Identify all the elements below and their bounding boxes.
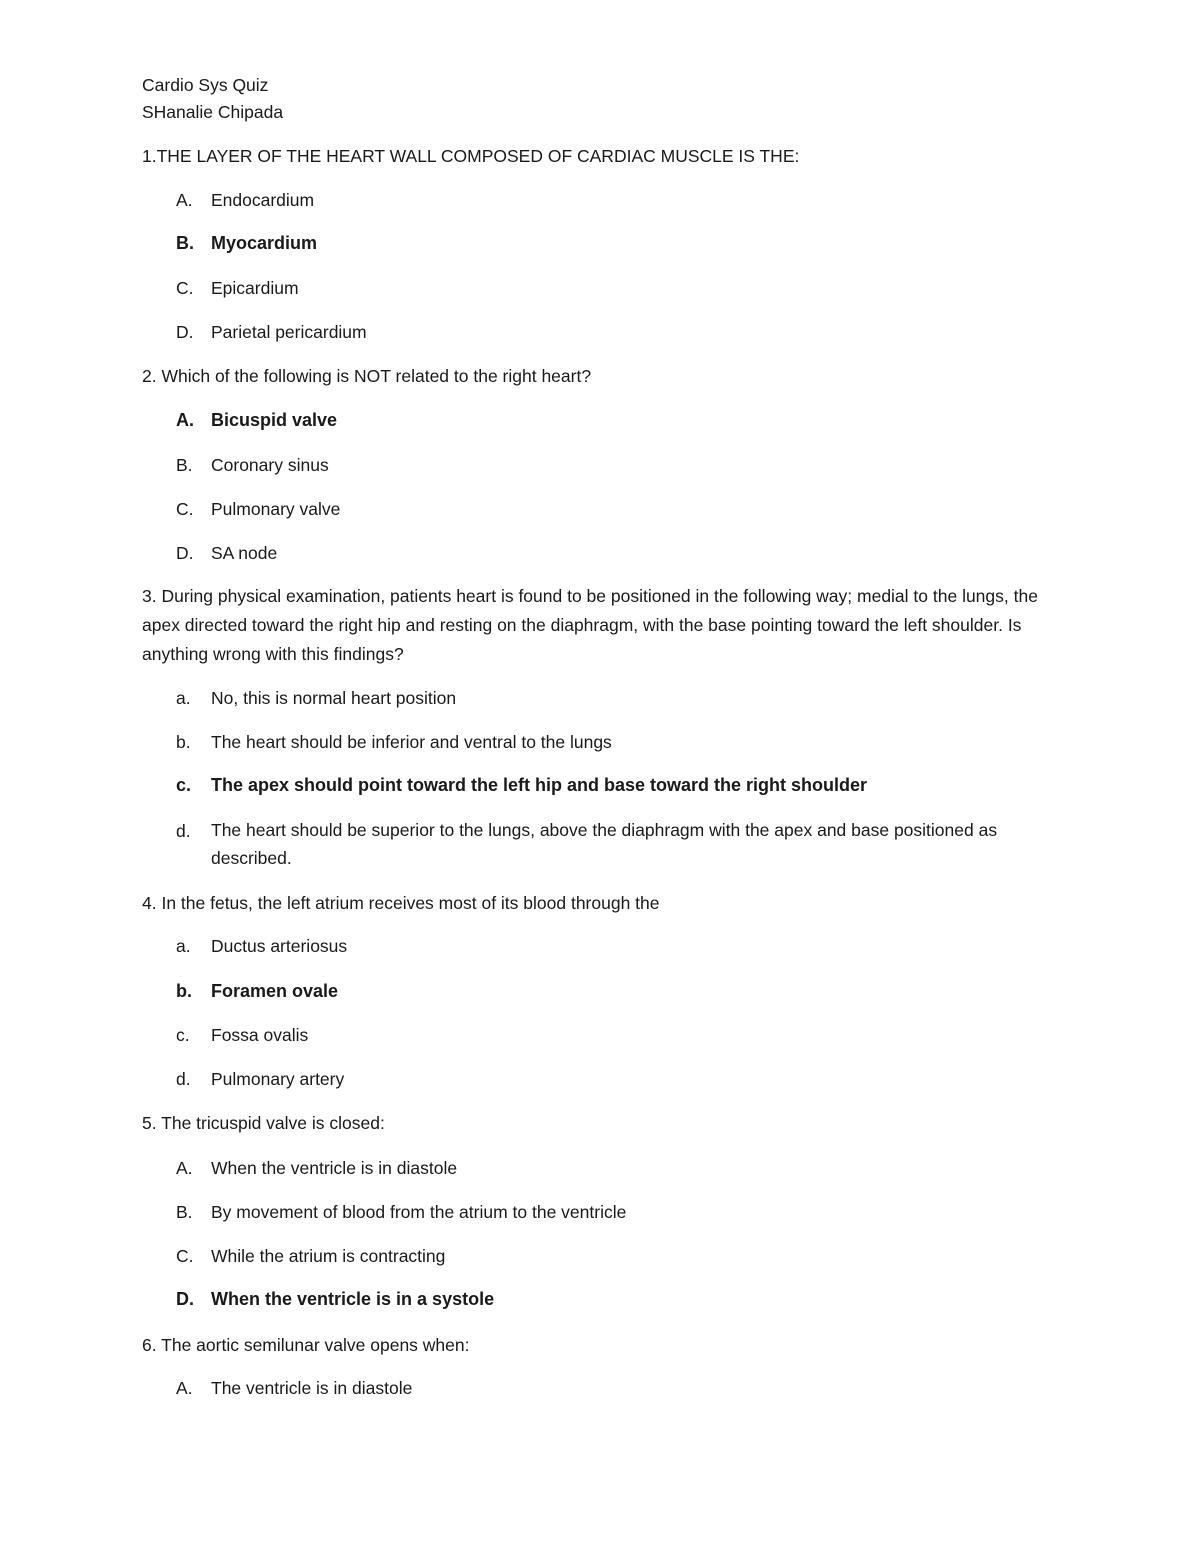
option-text-correct: The apex should point toward the left hip and base toward the right shoulder (211, 775, 868, 795)
option-letter-correct: D. (176, 1289, 194, 1309)
option-letter-correct: B. (176, 233, 194, 253)
option-text: When the ventricle is in diastole (211, 1158, 458, 1178)
option-letter: d. (176, 1069, 191, 1089)
option-text: Pulmonary valve (211, 499, 341, 519)
option-text-correct: Foramen ovale (211, 981, 339, 1001)
option-letter: D. (176, 322, 194, 342)
question-1-prompt: 1.THE LAYER OF THE HEART WALL COMPOSED OF CARDIAC MUSCLE IS THE: (142, 146, 800, 166)
question-4-prompt: 4. In the fetus, the left atrium receives most of its blood through the (142, 893, 660, 913)
author-name: SHanalie Chipada (142, 102, 284, 122)
option-letter: B. (176, 1202, 193, 1222)
option-text: By movement of blood from the atrium to the ventricle (211, 1202, 627, 1222)
option-letter-correct: b. (176, 981, 192, 1001)
question-3-prompt: 3. During physical examination, patients heart is found to be positioned in the following way; medial to the lungs, the apex directed toward the right hip and resting on the diaphragm, with the base pointing toward the left shoulder. Is anything wrong with this findings? (142, 586, 1038, 664)
option-text: Parietal pericardium (211, 322, 367, 342)
option-letter: C. (176, 1246, 194, 1266)
option-text-correct: Myocardium (211, 233, 318, 253)
option-text: While the atrium is contracting (211, 1246, 446, 1266)
option-letter: A. (176, 190, 193, 210)
option-text: Epicardium (211, 278, 299, 298)
option-letter: a. (176, 936, 191, 956)
option-letter: a. (176, 688, 191, 708)
option-letter: b. (176, 732, 191, 752)
option-letter: D. (176, 543, 194, 563)
option-letter: B. (176, 455, 193, 475)
option-letter-correct: c. (176, 775, 192, 795)
option-text-correct: When the ventricle is in a systole (211, 1289, 495, 1309)
option-letter: A. (176, 1158, 193, 1178)
option-letter: C. (176, 499, 194, 519)
question-6-prompt: 6. The aortic semilunar valve opens when: (142, 1335, 470, 1355)
option-text: Fossa ovalis (211, 1025, 309, 1045)
question-2-prompt: 2. Which of the following is NOT related to the right heart? (142, 366, 592, 386)
option-text: The heart should be inferior and ventral to the lungs (211, 732, 612, 752)
option-text: The heart should be superior to the lungs, above the diaphragm with the apex and base positioned as described. (211, 820, 998, 868)
option-letter: d. (176, 821, 191, 841)
option-text: Ductus arteriosus (211, 936, 348, 956)
option-letter: A. (176, 1378, 193, 1398)
option-text: SA node (211, 543, 278, 563)
option-text: Coronary sinus (211, 455, 329, 475)
option-text: Endocardium (211, 190, 315, 210)
option-letter: c. (176, 1025, 190, 1045)
option-text-correct: Bicuspid valve (211, 410, 338, 430)
option-text: Pulmonary artery (211, 1069, 345, 1089)
option-text: The ventricle is in diastole (211, 1378, 413, 1398)
option-letter-correct: A. (176, 410, 194, 430)
question-5-prompt: 5. The tricuspid valve is closed: (142, 1113, 385, 1133)
option-text: No, this is normal heart position (211, 688, 457, 708)
option-letter: C. (176, 278, 194, 298)
document-title: Cardio Sys Quiz (142, 75, 269, 95)
